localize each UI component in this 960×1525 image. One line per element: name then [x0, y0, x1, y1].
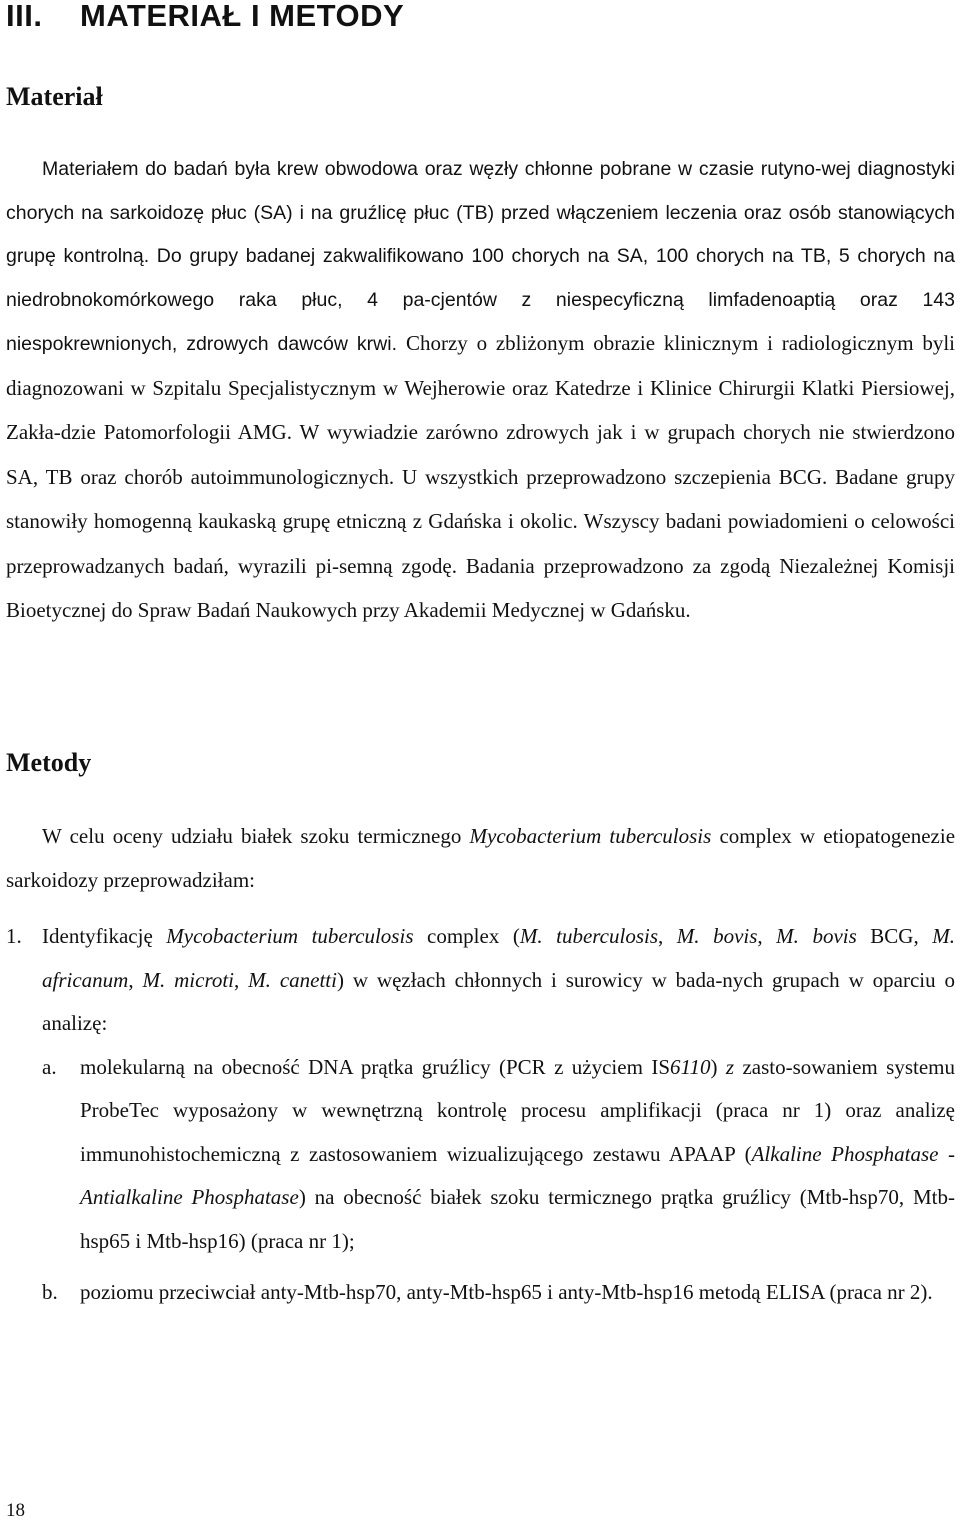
species-name: M. tuberculosis — [519, 924, 659, 948]
list-item-1 — [6, 915, 955, 1046]
species-name: M. bovis — [676, 924, 758, 948]
item-text: Identyfikację — [42, 924, 167, 948]
chapter-title — [6, 0, 404, 38]
item-text: , — [128, 967, 143, 992]
chapter-number: III. — [6, 0, 43, 33]
methods-intro-text: W celu oceny udziału białek szoku termicznego — [42, 824, 470, 848]
species-name: Mycobacterium tuberculosis — [166, 924, 414, 948]
item-text: zasto-sowaniem systemu ProbeTec wyposażony w wewnętrzną kontrolę procesu amplifikacji (praca nr 1) oraz analizę immunohistochemiczną z zastosowaniem wizualizującego zestawu APAAP ( — [80, 1054, 956, 1166]
methods-intro-text-end: complex w etiopatogenezie sarkoidozy przeprowadziłam: — [6, 824, 956, 892]
item-text: ) w węzłach chłonnych i surowicy w bada-nych grupach w oparciu o analizę: — [42, 967, 955, 1035]
section-heading-methods: Metody — [6, 748, 92, 777]
item-text: , — [658, 924, 677, 948]
species-name: M. microti — [142, 967, 235, 992]
section-heading-material: Materiał — [6, 82, 103, 111]
list-item-a — [6, 1046, 955, 1264]
species-name: M. bovis — [776, 924, 857, 948]
species-name: M. africanum — [42, 924, 955, 992]
item-text-italic: z — [725, 1054, 735, 1079]
list-marker: 1. — [6, 924, 22, 948]
chapter-title-text: MATERIAŁ I METODY — [80, 0, 405, 33]
item-text: ) na obecność białek szoku termicznego prątka gruźlicy (Mtb-hsp70, Mtb-hsp65 i Mtb-hsp16) (praca nr 1); — [80, 1185, 955, 1253]
material-text-part2: Chorzy o zbliżonym obrazie klinicznym i radiologicznym byli diagnozowani w Szpitalu Specjalistycznym w Wejherowie oraz Katedrze i Klinice Chirurgii Klatki Piersiowej, Zakła-dzie Patomorfologii AMG. W wywiadzie zarówno zdrowych jak i w grupach chorych nie stwierdzono SA, TB oraz chorób autoimmunologicznych. U wszystkich przeprowadzono szczepienia BCG. Badane grupy stanowiły homogenną kaukaską grupę etniczną z Gdańska i okolic. Wszyscy badani powiadomieni o celowości przeprowadzanych badań, wyrazili pi-semną zgodę. Badania przeprowadzono za zgodą Niezależnej Komisji Bioetycznej do Spraw Badań Naukowych przy Akademii Medycznej w Gdańsku. — [6, 331, 955, 622]
item-text: , — [234, 967, 249, 992]
item-text: molekularną na obecność DNA prątka gruźlicy (PCR z użyciem IS — [80, 1054, 671, 1079]
species-name: M. canetti — [248, 967, 337, 992]
methods-intro — [6, 815, 955, 902]
material-paragraph — [6, 148, 955, 634]
methods-list — [6, 915, 955, 1315]
item-text: BCG, — [856, 924, 933, 948]
assay-name: Alkaline Phosphatase - Antialkaline Phosphatase — [80, 1141, 956, 1209]
item-text: ) — [710, 1054, 726, 1079]
page-number: 18 — [6, 1500, 25, 1521]
item-text: complex ( — [413, 924, 520, 948]
sequence-name: 6110 — [670, 1054, 711, 1079]
item-text: poziomu przeciwciał anty-Mtb-hsp70, anty-Mtb-hsp65 i anty-Mtb-hsp16 metodą ELISA (praca nr 2). — [80, 1280, 933, 1304]
material-text-part1: Materiałem do badań była krew obwodowa oraz węzły chłonne pobrane w czasie rutyno-wej diagnostyki chorych na sarkoidozę płuc (SA) i na gruźlicę płuc (TB) przed włączeniem leczenia oraz osób stanowiących grupę kontrolną. Do grupy badanej zakwalifikowano 100 chorych na SA, 100 chorych na TB, 5 chorych na niedrobnokomórkowego raka płuc, 4 pa-cjentów z niespecyficzną limfadenoaptią oraz 143 niespokrewnionych, zdrowych dawców krwi. — [6, 158, 955, 355]
list-item-b — [6, 1271, 955, 1315]
list-marker: a. — [42, 1054, 57, 1079]
item-text: , — [757, 924, 777, 948]
list-marker: b. — [42, 1280, 58, 1304]
species-name: Mycobacterium tuberculosis — [469, 824, 712, 848]
